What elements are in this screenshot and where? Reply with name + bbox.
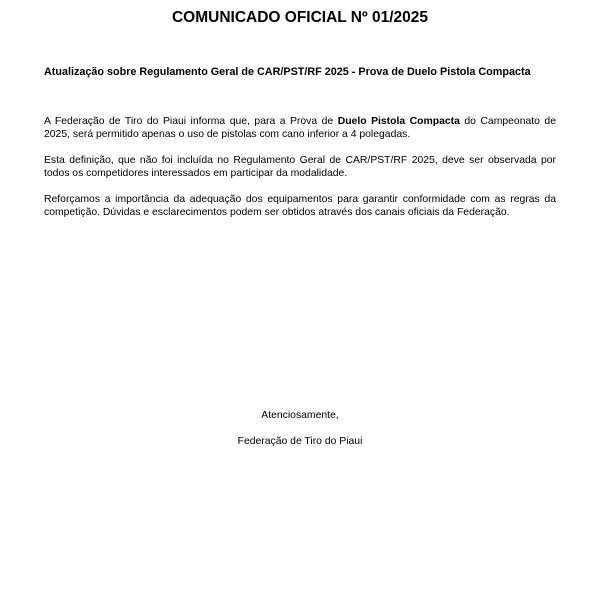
paragraph-reinforcement: Reforçamos a importância da adequação dos equipamentos para garantir conformidade com as regras da competição. Dúvidas e esclarecimentos podem ser obtidos através dos canais oficiais da Federação. — [44, 194, 556, 218]
document-title: COMUNICADO OFICIAL Nº 01/2025 — [171, 9, 428, 26]
signature: Federação de Tiro do Piaui — [237, 436, 363, 447]
paragraph-announcement — [44, 115, 556, 141]
closing-salutation: Atenciosamente, — [261, 410, 339, 421]
paragraph-announcement-bold: Duelo Pistola Compacta — [337, 116, 460, 127]
paragraph-definition: Esta definição, que não foi incluída no Regulamento Geral de CAR/PST/RF 2025, deve ser observada por todos os competidores interessados em participar da modalidade. — [44, 155, 556, 179]
paragraph-announcement-text-start: A Federação de Tiro do Piaui informa que, para a Prova de — [44, 116, 338, 127]
paragraph-announcement-text-end: do Campeonato de 2025, será permitido apenas o uso de pistolas com cano inferior a 4 polegadas. — [44, 116, 556, 140]
document-subtitle: Atualização sobre Regulamento Geral de CAR/PST/RF 2025 - Prova de Duelo Pistola Compacta — [44, 66, 531, 78]
